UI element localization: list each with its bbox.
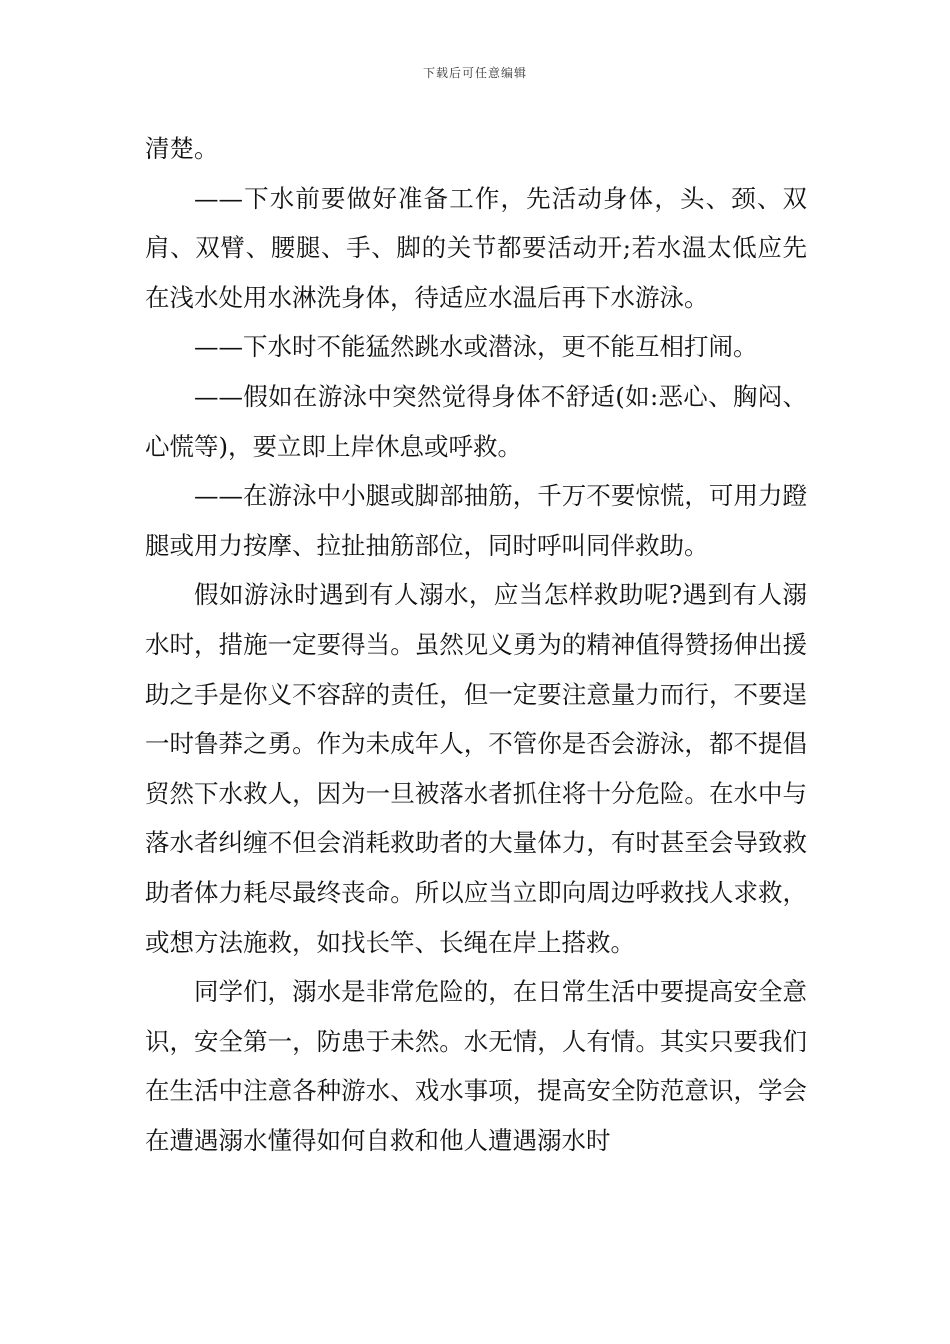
paragraph-3: ——下水时不能猛然跳水或潜泳，更不能互相打闹。: [194, 332, 758, 362]
paragraph-5: ——在游泳中小腿或脚部抽筋，千万不要惊慌，可用力蹬腿或用力按摩、拉扯抽筋部位，同时呼叫同伴救助。: [145, 481, 807, 560]
document-body: [145, 124, 807, 1165]
paragraph-7: 同学们，溺水是非常危险的，在日常生活中要提高安全意识，安全第一，防患于未然。水无情，人有情。其实只要我们在生活中注意各种游水、戏水事项，提高安全防范意识，学会在遭遇溺水懂得如何自救和他人遭遇溺水时: [145, 977, 807, 1155]
paragraph-2: ——下水前要做好准备工作，先活动身体，头、颈、双肩、双臂、腰腿、手、脚的关节都要活动开;若水温太低应先在浅水处用水淋洗身体，待适应水温后再下水游泳。: [145, 183, 807, 312]
paragraph-4: ——假如在游泳中突然觉得身体不舒适(如:恶心、胸闷、心慌等)，要立即上岸休息或呼救。: [145, 381, 807, 461]
paragraph-6: 假如游泳时遇到有人溺水，应当怎样救助呢?遇到有人溺水时，措施一定要得当。虽然见义勇为的精神值得赞扬伸出援助之手是你义不容辞的责任，但一定要注意量力而行，不要逞一时鲁莽之勇。作为未成年人，不管你是否会游泳，都不提倡贸然下水救人，因为一旦被落水者抓住将十分危险。在水中与落水者纠缠不但会消耗救助者的大量体力，有时甚至会导致救助者体力耗尽最终丧命。所以应当立即向周边呼救找人求救，或想方法施救，如找长竿、长绳在岸上搭救。: [145, 580, 807, 957]
page-header: 下载后可任意编辑: [422, 66, 527, 80]
paragraph-1: 清楚。: [145, 134, 219, 163]
